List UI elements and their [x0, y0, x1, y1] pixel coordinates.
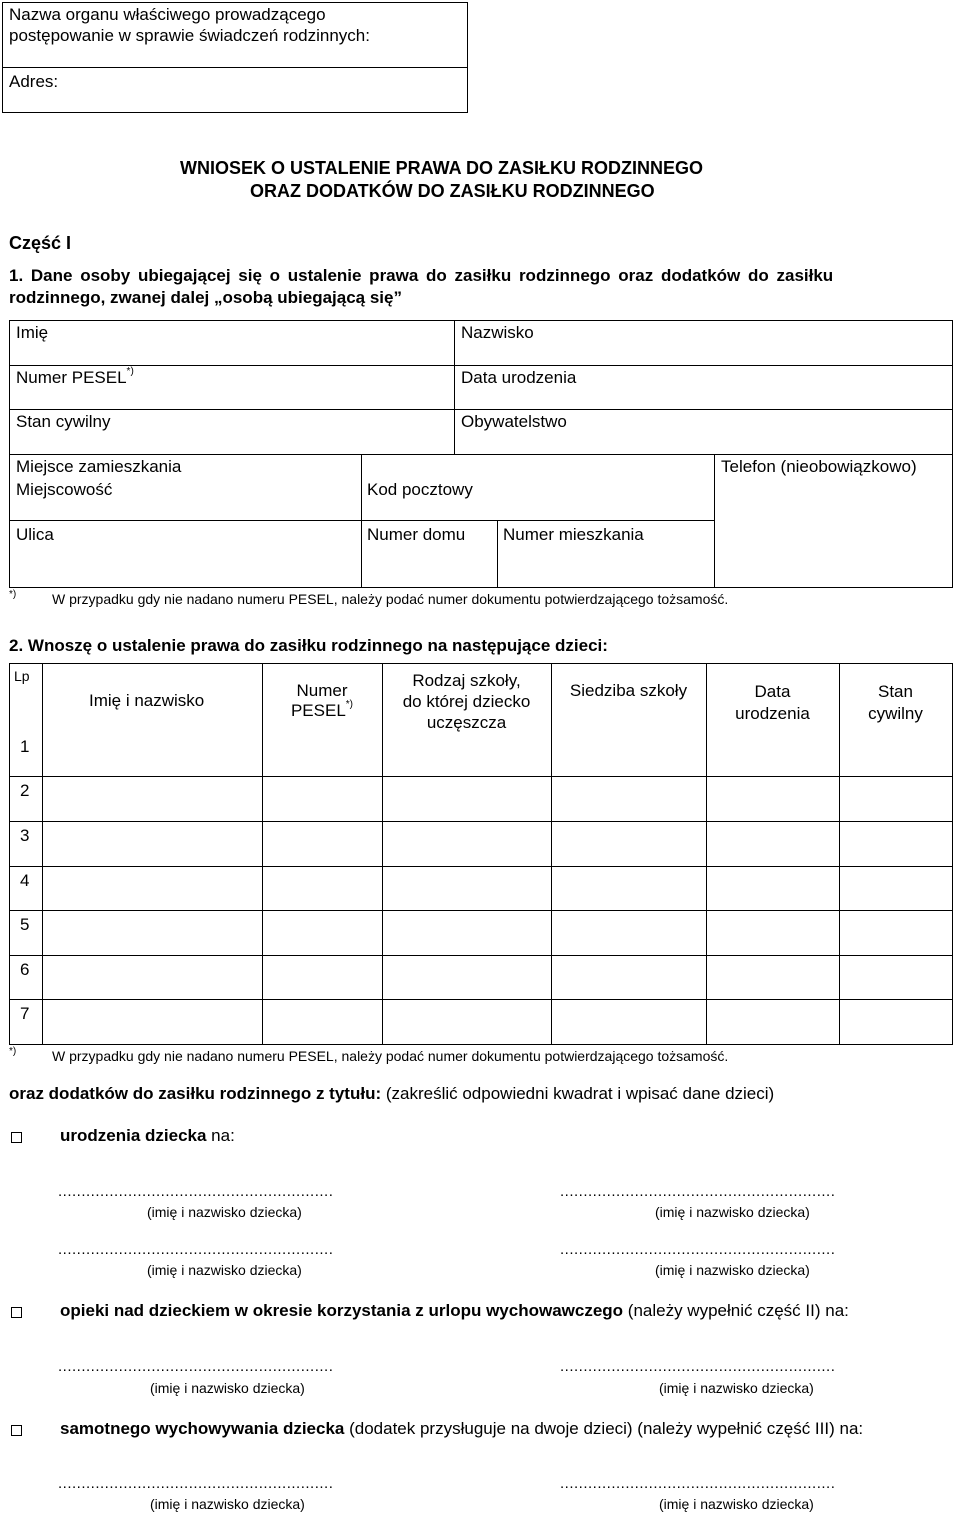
child-name-caption: (imię i nazwisko dziecka) — [150, 1496, 305, 1512]
col-birth-date-header: Data urodzenia — [735, 682, 810, 723]
row-number: 1 — [20, 737, 30, 756]
single-parent-checkbox[interactable] — [11, 1425, 22, 1436]
residence-label: Miejsce zamieszkania — [16, 457, 182, 476]
row-number: 7 — [20, 1004, 30, 1023]
authority-label-line2: postępowanie w sprawie świadczeń rodzinnych: — [9, 26, 370, 45]
footnote-mark: *) — [9, 589, 17, 600]
child-name-line[interactable]: ........................................................... — [58, 1183, 334, 1200]
row-number: 6 — [20, 960, 30, 979]
address-label: Adres: — [9, 72, 59, 91]
col-school-seat-header: Siedziba szkoły — [569, 681, 688, 700]
street-label: Ulica — [16, 525, 54, 544]
postal-code-label: Kod pocztowy — [367, 480, 473, 499]
birth-date-label: Data urodzenia — [461, 368, 577, 387]
section1-heading-line1: 1. Dane osoby ubiegającej się o ustalenie prawa do zasiłku rodzinnego oraz dodatków do zasiłku — [9, 266, 834, 285]
authority-label-line1: Nazwa organu właściwego prowadzącego — [9, 5, 326, 24]
first-name-label: Imię — [16, 323, 49, 342]
child-name-line[interactable]: ........................................................... — [560, 1183, 836, 1200]
col-name-header: Imię i nazwisko — [89, 691, 205, 710]
section2-heading: 2. Wnoszę o ustalenie prawa do zasiłku rodzinnego na następujące dzieci: — [9, 636, 608, 655]
form-title-line1: WNIOSEK O USTALENIE PRAWA DO ZASIŁKU RODZINNEGO — [180, 158, 704, 178]
pesel-label: Numer PESEL*) — [16, 366, 134, 387]
childcare-leave-label: opieki nad dzieckiem w okresie korzystania z urlopu wychowawczego (należy wypełnić część II) na: — [60, 1301, 849, 1320]
surname-label: Nazwisko — [461, 323, 534, 342]
part-label: Część I — [9, 233, 72, 253]
pesel-footnote: W przypadku gdy nie nadano numeru PESEL, należy podać numer dokumentu potwierdzającego tożsamość. — [52, 591, 729, 607]
child-name-caption: (imię i nazwisko dziecka) — [659, 1496, 814, 1512]
child-name-caption: (imię i nazwisko dziecka) — [147, 1204, 302, 1220]
form-title-line2: ORAZ DODATKÓW DO ZASIŁKU RODZINNEGO — [250, 181, 655, 201]
child-name-caption: (imię i nazwisko dziecka) — [655, 1262, 810, 1278]
child-name-line[interactable]: ........................................................... — [58, 1358, 334, 1375]
childcare-leave-checkbox[interactable] — [11, 1307, 22, 1318]
birth-supplement-checkbox[interactable] — [11, 1132, 22, 1143]
child-name-line[interactable]: ........................................................... — [560, 1475, 836, 1492]
row-number: 4 — [20, 871, 30, 890]
child-name-line[interactable]: ........................................................... — [560, 1241, 836, 1258]
citizenship-label: Obywatelstwo — [461, 412, 567, 431]
house-number-label: Numer domu — [367, 525, 466, 544]
locality-label: Miejscowość — [16, 480, 113, 499]
col-pesel-header: Numer PESEL*) — [290, 681, 354, 720]
child-name-line[interactable]: ........................................................... — [58, 1475, 334, 1492]
col-school-type-header: Rodzaj szkoły, do której dziecko uczęszcza — [402, 671, 531, 732]
child-name-caption: (imię i nazwisko dziecka) — [147, 1262, 302, 1278]
section1-heading-line2: rodzinnego, zwanej dalej „osobą ubiegającą się” — [9, 288, 402, 307]
footnote-mark: *) — [9, 1046, 17, 1057]
col-lp-header: Lp — [14, 668, 30, 684]
birth-supplement-label: urodzenia dziecka na: — [60, 1126, 235, 1145]
single-parent-label: samotnego wychowywania dziecka (dodatek przysługuje na dwoje dzieci) (należy wypełnić część III) na: — [60, 1419, 864, 1438]
phone-label: Telefon (nieobowiązkowo) — [721, 457, 917, 476]
child-name-caption: (imię i nazwisko dziecka) — [659, 1380, 814, 1396]
row-number: 2 — [20, 781, 30, 800]
child-name-caption: (imię i nazwisko dziecka) — [150, 1380, 305, 1396]
col-civil-status-header: Stan cywilny — [868, 682, 923, 723]
supplements-intro: oraz dodatków do zasiłku rodzinnego z tytułu: (zakreślić odpowiedni kwadrat i wpisać dane dzieci) — [9, 1084, 775, 1103]
child-name-line[interactable]: ........................................................... — [560, 1358, 836, 1375]
child-name-line[interactable]: ........................................................... — [58, 1241, 334, 1258]
row-number: 3 — [20, 826, 30, 845]
row-number: 5 — [20, 915, 30, 934]
child-name-caption: (imię i nazwisko dziecka) — [655, 1204, 810, 1220]
pesel-footnote: W przypadku gdy nie nadano numeru PESEL, należy podać numer dokumentu potwierdzającego tożsamość. — [52, 1048, 729, 1064]
civil-status-label: Stan cywilny — [16, 412, 111, 431]
flat-number-label: Numer mieszkania — [503, 525, 644, 544]
